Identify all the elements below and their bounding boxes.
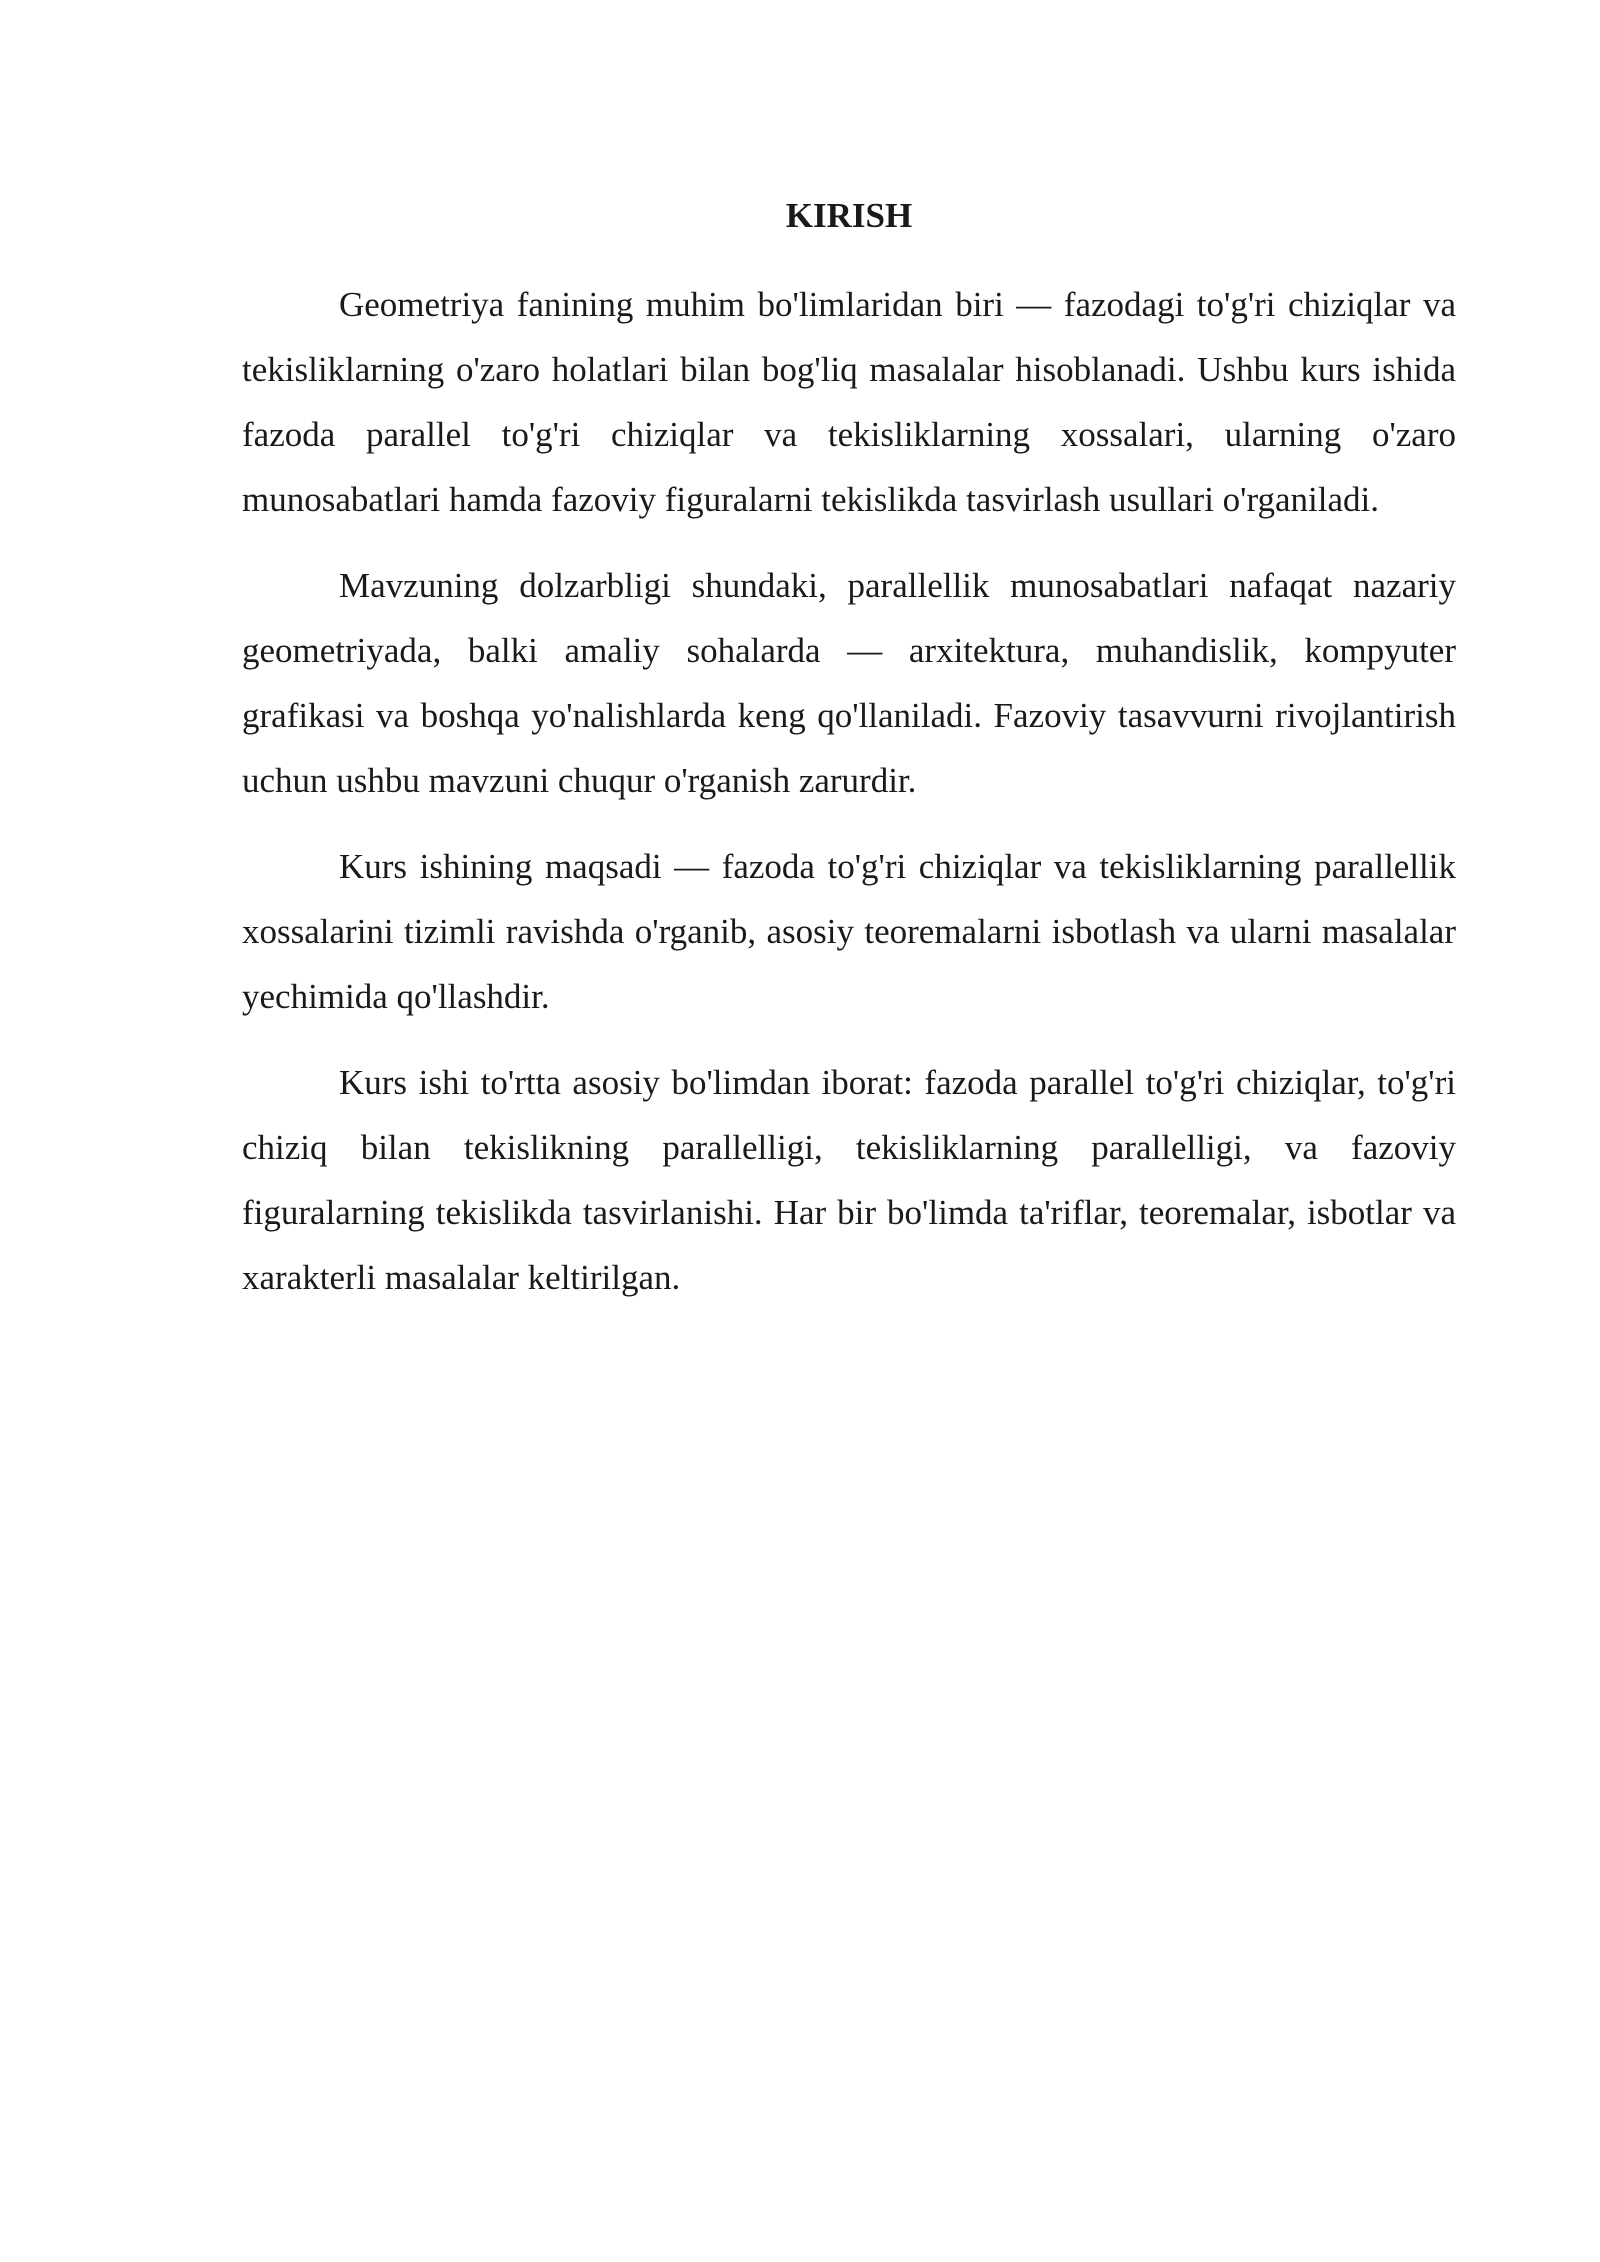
paragraph-relevance: Mavzuning dolzarbligi shundaki, parallellik munosabatlari nafaqat nazariy geometriyada, balki amaliy sohalarda — arxitektura, muhandislik, kompyuter grafikasi va boshqa yo'nalishlarda keng qo'llaniladi. Fazoviy tasavvurni rivojlantirish uchun ushbu mavzuni chuqur o'rganish zarurdir. — [242, 566, 1456, 800]
paragraph-goal: Kurs ishining maqsadi — fazoda to'g'ri chiziqlar va tekisliklarning parallellik xossalarini tizimli ravishda o'rganib, asosiy teoremalarni isbotlash va ularni masalalar yechimida qo'llashdir. — [242, 847, 1456, 1016]
paragraph-introduction: Geometriya fanining muhim bo'limlaridan biri — fazodagi to'g'ri chiziqlar va tekisliklarning o'zaro holatlari bilan bog'liq masalalar hisoblanadi. Ushbu kurs ishida fazoda parallel to'g'ri chiziqlar va tekisliklarning xossalari, ularning o'zaro munosabatlari hamda fazoviy figuralarni tekislikda tasvirlash usullari o'rganiladi. — [242, 285, 1456, 519]
paragraph-structure: Kurs ishi to'rtta asosiy bo'limdan iborat: fazoda parallel to'g'ri chiziqlar, to'g'ri chiziq bilan tekislikning parallelligi, tekisliklarning parallelligi, va fazoviy figuralarning tekislikda tasvirlanishi. Har bir bo'limda ta'riflar, teoremalar, isbotlar va xarakterli masalalar keltirilgan. — [242, 1063, 1456, 1297]
page-content — [242, 190, 1456, 1331]
section-title: KIRISH — [785, 196, 913, 235]
